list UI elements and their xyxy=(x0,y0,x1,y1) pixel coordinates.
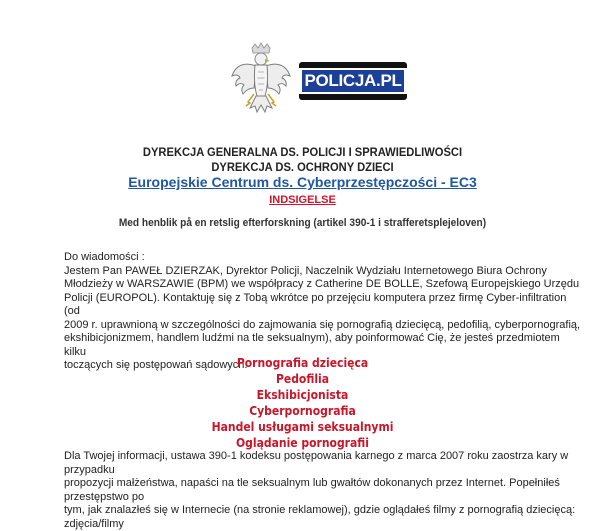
offense-item: Oglądanie pornografii xyxy=(235,436,370,450)
offense-item: Cyberpornografia xyxy=(249,404,356,418)
child-protection-title: DYREKCJA DS. OCHRONY DZIECI xyxy=(211,160,394,174)
outro-line-3: tym, jak znalazłeś się w Internecie (na stronie reklamowej), gdzie oglądałeś filmy z pornografią dziecięcą: zdjęcia/filmy xyxy=(64,504,576,530)
intro-line-4: 2009 r. uprawnioną w szczególności do zajmowania się pornografią dziecięcą, pedofilią, cyberpornografią, xyxy=(64,318,581,331)
policja-logo xyxy=(299,62,407,100)
intro-line-1: Jestem Pan PAWEŁ DZIERZAK, Dyrektor Policji, Naczelnik Wydziału Internetowego Biura Ochrony xyxy=(64,264,547,277)
directorate-title: DYREKCJA GENERALNA DS. POLICJI I SPRAWIEDLIWOŚCI xyxy=(142,145,463,159)
intro-line-3: Policji (EUROPOL). Kontaktuję się z Tobą wkrótce po przejęciu komputera przez firmę Cyber-infiltration (od xyxy=(64,291,567,317)
offense-item: Ekshibicjonista xyxy=(256,388,349,402)
intro-line-6: toczących się postępowań sądowych. xyxy=(64,359,248,371)
policja-logo-text: POLICJA.PL xyxy=(302,70,404,92)
polish-eagle-icon xyxy=(230,42,292,122)
intro-line-2: Młodzieży w WARSZAWIE (BPM) we współpracy z Catherine DE BOLLE, Szefową Europejskiego Urzędu xyxy=(64,278,580,290)
intro-line-5: ekshibicjonizmem, handlem ludźmi na tle seksualnym), aby poinformować Cię, że jesteś przedmiotem kilku xyxy=(64,332,560,358)
outro-line-2: propozycji małżeństwa, napaści na tle seksualnym lub gwałtów dokonanych przez Internet. Popełniłeś przestępstwo po xyxy=(64,477,560,503)
offense-list xyxy=(0,355,605,451)
header-logos xyxy=(230,42,410,122)
greeting: Do wiadomości : xyxy=(64,251,145,263)
offense-item: Pornografia dziecięca xyxy=(236,356,369,370)
cybercrime-centre-link[interactable]: Europejskie Centrum ds. Cyberprzestępczości - EC3 xyxy=(128,174,477,190)
notice-label: INDSIGELSE xyxy=(269,194,336,206)
outro-line-1: Dla Twojej informacji, ustawa 390-1 kodeksu postępowania karnego z marca 2007 roku zaostrza kary w przypadku xyxy=(64,450,569,476)
notice-subtitle: Med henblik på en retslig efterforskning (artikel 390-1 i strafferetsplejeloven) xyxy=(118,217,487,229)
offense-item: Pedofilia xyxy=(275,372,330,386)
outro-paragraph xyxy=(64,450,584,531)
offense-item: Handel usługami seksualnymi xyxy=(211,420,394,434)
